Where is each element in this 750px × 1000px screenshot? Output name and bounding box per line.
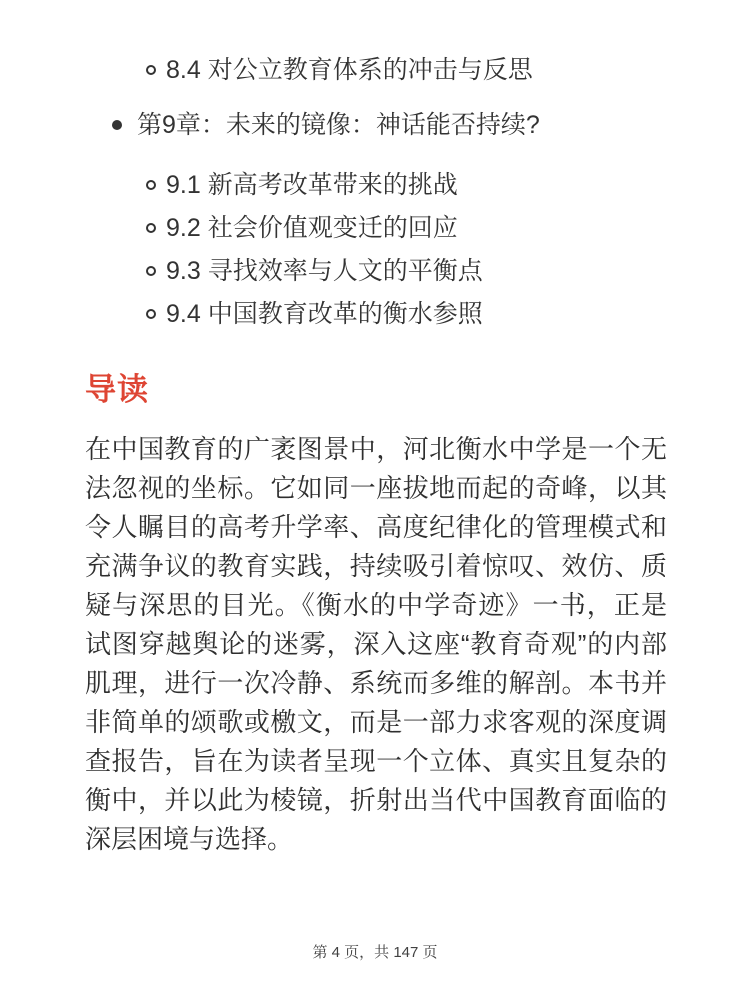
toc-item-label: 8.4 对公立教育体系的冲击与反思 (166, 56, 533, 84)
toc-item-9-2 (146, 213, 458, 243)
toc-item-label: 9.1 新高考改革带来的挑战 (166, 171, 458, 199)
toc-item-label: 9.2 社会价值观变迁的回应 (166, 214, 458, 242)
toc-item-9-1 (146, 170, 458, 200)
hollow-bullet-icon (146, 223, 156, 233)
toc-item-8-4 (146, 55, 533, 85)
hollow-bullet-icon (146, 65, 156, 75)
hollow-bullet-icon (146, 266, 156, 276)
section-heading-daodu: 导读 (85, 372, 149, 407)
toc-item-chapter-9 (112, 110, 540, 140)
page-number-indicator: 第 4 页，共 147 页 (312, 944, 438, 961)
toc-item-9-4 (146, 299, 483, 329)
introduction-paragraph: 在中国教育的广袤图景中，河北衡水中学是一个无法忽视的坐标。它如同一座拔地而起的奇峰，以其令人瞩目的高考升学率、高度纪律化的管理模式和充满争议的教育实践，持续吸引着惊叹、效仿、质疑与深思的目光。《衡水的中学奇迹》一书，正是试图穿越舆论的迷雾，深入这座“教育奇观”的内部肌理，进行一次冷静、系统而多维的解剖。本书并非简单的颂歌或檄文，而是一部力求客观的深度调查报告，旨在为读者呈现一个立体、真实且复杂的衡中，并以此为棱镜，折射出当代中国教育面临的深层困境与选择。 (85, 434, 667, 854)
hollow-bullet-icon (146, 309, 156, 319)
toc-item-label: 9.4 中国教育改革的衡水参照 (166, 300, 483, 328)
toc-item-label: 9.3 寻找效率与人文的平衡点 (166, 257, 483, 285)
filled-bullet-icon (112, 120, 122, 130)
hollow-bullet-icon (146, 180, 156, 190)
toc-item-9-3 (146, 256, 483, 286)
toc-item-label: 第9章：未来的镜像：神话能否持续? (137, 111, 540, 139)
